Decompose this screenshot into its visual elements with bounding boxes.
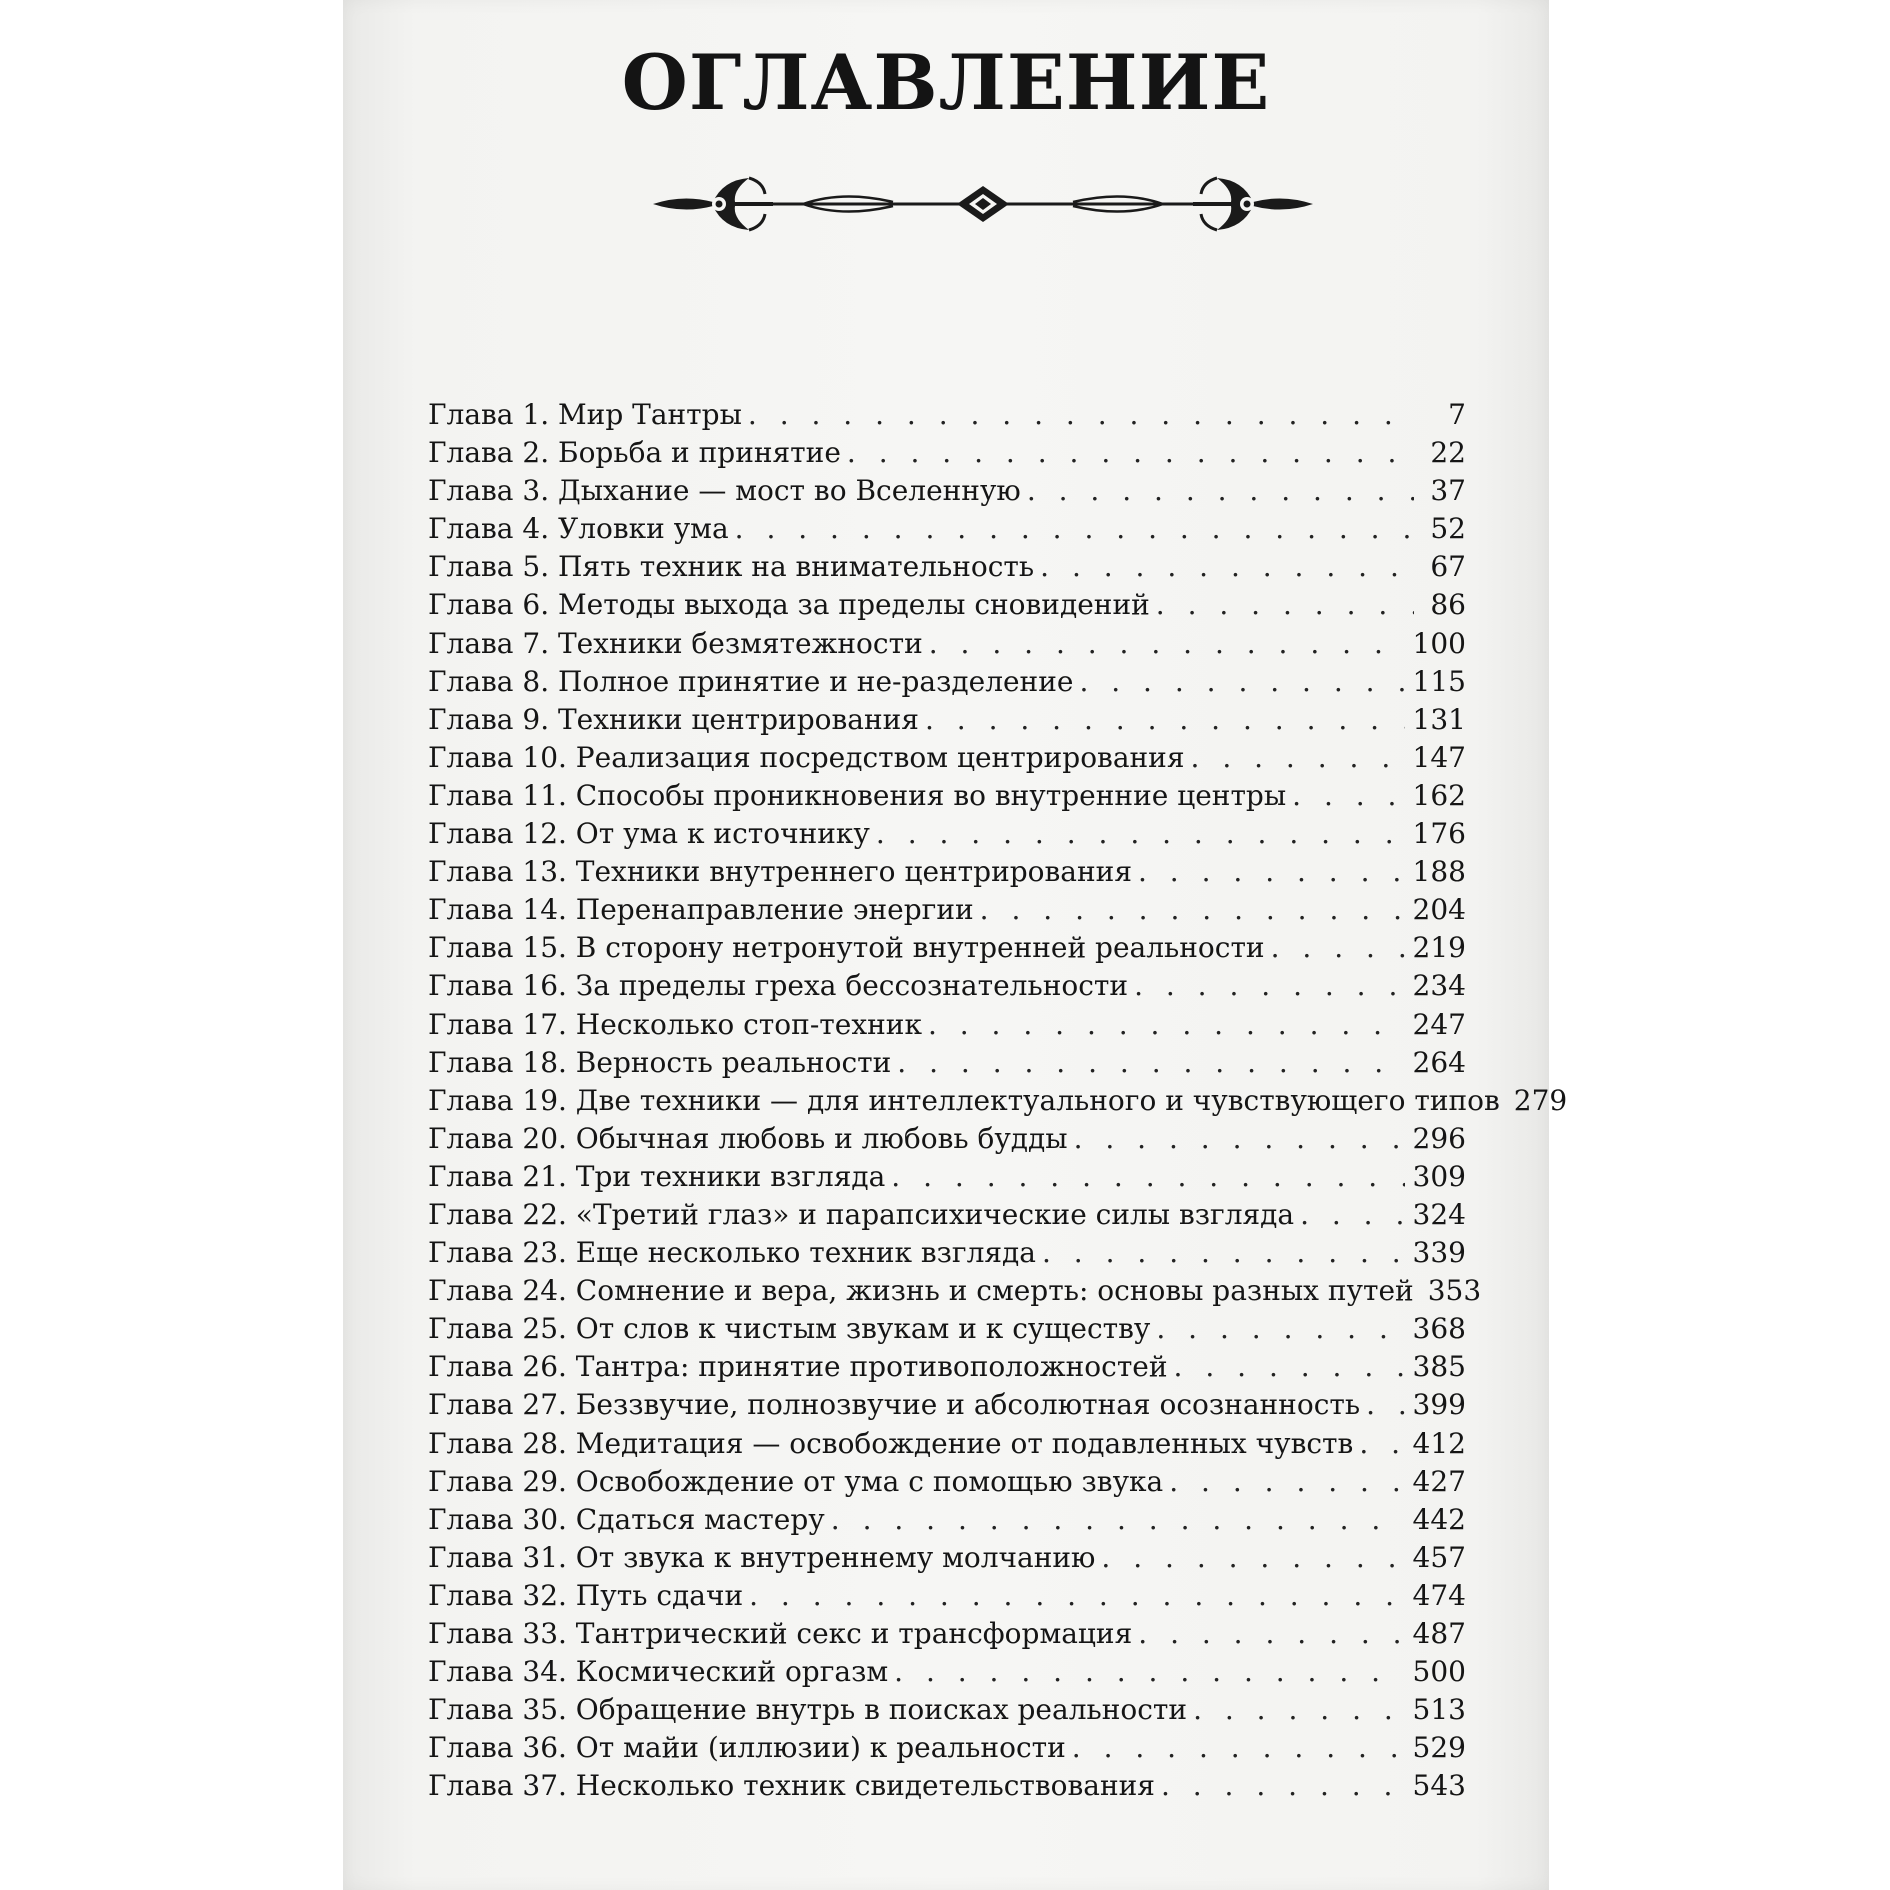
- table-of-contents: [428, 398, 1568, 1807]
- toc-entry-leader-dots: [1036, 1236, 1405, 1269]
- toc-entry-page-number: 67: [1430, 550, 1466, 584]
- toc-entry-leader-dots: [888, 1655, 1404, 1688]
- toc-entry-leader-dots: [891, 1046, 1404, 1079]
- toc-entry-leader-dots: [1168, 1350, 1405, 1383]
- toc-entry-page-number: 176: [1412, 817, 1466, 851]
- toc-entry-leader-dots: [1187, 1693, 1404, 1726]
- toc-entry: [428, 1274, 1482, 1312]
- toc-entry-leader-dots: [1132, 855, 1405, 888]
- toc-entry-label: Глава 26. Тантра: принятие противоположностей: [428, 1350, 1168, 1384]
- toc-entry: [428, 1465, 1466, 1503]
- toc-entry-label: Глава 11. Способы проникновения во внутренние центры: [428, 778, 1287, 812]
- toc-entry-label: Глава 12. От ума к источнику: [428, 817, 870, 851]
- toc-entry-leader-dots: [1155, 1769, 1405, 1802]
- toc-entry: [428, 1731, 1466, 1769]
- toc-entry: [428, 1503, 1466, 1541]
- toc-entry-label: Глава 36. От майи (иллюзии) к реальности: [428, 1731, 1066, 1765]
- toc-entry: [428, 779, 1466, 817]
- toc-entry-label: Глава 28. Медитация — освобождение от подавленных чувств: [428, 1426, 1354, 1460]
- toc-entry: [428, 893, 1466, 931]
- toc-entry: [428, 1579, 1466, 1617]
- divider-ornament-icon: [653, 172, 1313, 236]
- toc-entry-label: Глава 10. Реализация посредством центрирования: [428, 740, 1185, 774]
- toc-entry-leader-dots: [743, 1579, 1404, 1612]
- toc-entry-label: Глава 30. Сдаться мастеру: [428, 1502, 825, 1536]
- toc-entry-page-number: 412: [1412, 1426, 1466, 1460]
- toc-entry: [428, 588, 1466, 626]
- toc-entry-page-number: 309: [1412, 1159, 1466, 1193]
- toc-entry-leader-dots: [1066, 1731, 1405, 1764]
- toc-entry: [428, 855, 1466, 893]
- toc-entry-leader-dots: [1132, 1617, 1404, 1650]
- toc-entry-page-number: 399: [1412, 1388, 1466, 1422]
- toc-entry-leader-dots: [841, 436, 1414, 469]
- toc-entry-label: Глава 18. Верность реальности: [428, 1045, 892, 1079]
- toc-entry-label: Глава 20. Обычная любовь и любовь будды: [428, 1121, 1068, 1155]
- toc-entry: [428, 1350, 1466, 1388]
- toc-entry-page-number: 131: [1412, 702, 1466, 736]
- toc-entry: [428, 1388, 1466, 1426]
- toc-entry-page-number: 513: [1412, 1693, 1466, 1727]
- toc-entry-leader-dots: [1068, 1122, 1405, 1155]
- toc-entry: [428, 741, 1466, 779]
- toc-entry-page-number: 22: [1430, 436, 1466, 470]
- toc-entry-leader-dots: [919, 703, 1405, 736]
- toc-entry-page-number: 162: [1412, 778, 1466, 812]
- toc-entry-label: Глава 29. Освобождение от ума с помощью звука: [428, 1464, 1164, 1498]
- toc-entry: [428, 665, 1466, 703]
- toc-entry-leader-dots: [923, 627, 1405, 660]
- book-page: [343, 0, 1568, 1890]
- toc-entry-leader-dots: [825, 1503, 1405, 1536]
- toc-entry-label: Глава 4. Уловки ума: [428, 512, 729, 546]
- toc-entry-label: Глава 21. Три техники взгляда: [428, 1159, 886, 1193]
- toc-entry: [428, 436, 1466, 474]
- toc-entry-leader-dots: [1185, 741, 1405, 774]
- toc-entry-page-number: 474: [1412, 1578, 1466, 1612]
- toc-entry-label: Глава 33. Тантрический секс и трансформация: [428, 1617, 1133, 1650]
- toc-entry: [428, 1083, 1568, 1122]
- toc-entry-page-number: 296: [1412, 1121, 1466, 1155]
- toc-entry: [428, 1541, 1466, 1579]
- toc-entry-page-number: 385: [1412, 1350, 1466, 1384]
- toc-entry-label: Глава 19. Две техники — для интеллектуального и чувствующего типов: [428, 1083, 1500, 1117]
- toc-entry-label: Глава 1. Мир Тантры: [428, 398, 742, 431]
- toc-entry-page-number: 353: [1427, 1274, 1482, 1308]
- toc-entry-page-number: 37: [1430, 474, 1466, 508]
- toc-entry: [428, 1312, 1466, 1350]
- toc-entry: [428, 817, 1466, 855]
- toc-entry-leader-dots: [1150, 1312, 1404, 1345]
- toc-entry-leader-dots: [870, 817, 1405, 850]
- toc-entry-label: Глава 24. Сомнение и вера, жизнь и смерть: основы разных путей: [428, 1274, 1414, 1308]
- toc-entry-leader-dots: [1265, 931, 1405, 964]
- toc-entry-label: Глава 27. Беззвучие, полнозвучие и абсолютная осознанность: [428, 1388, 1361, 1422]
- toc-entry-page-number: 7: [1448, 398, 1466, 431]
- toc-entry-label: Глава 14. Перенаправление энергии: [428, 893, 974, 927]
- toc-entry-label: Глава 17. Несколько стоп-техник: [428, 1007, 922, 1041]
- toc-entry-leader-dots: [1021, 474, 1414, 507]
- toc-entry-label: Глава 34. Космический оргазм: [428, 1655, 889, 1689]
- toc-entry-label: Глава 8. Полное принятие и не-разделение: [428, 664, 1074, 698]
- toc-entry-label: Глава 35. Обращение внутрь в поисках реальности: [428, 1693, 1188, 1727]
- toc-entry: [428, 1122, 1466, 1160]
- toc-entry-label: Глава 32. Путь сдачи: [428, 1578, 744, 1612]
- toc-entry-label: Глава 3. Дыхание — мост во Вселенную: [428, 474, 1021, 508]
- toc-entry-leader-dots: [1286, 779, 1404, 812]
- toc-entry-leader-dots: [1095, 1541, 1404, 1574]
- toc-entry-page-number: 52: [1430, 512, 1466, 546]
- toc-entry: [428, 1655, 1466, 1693]
- toc-entry-page-number: 427: [1412, 1464, 1466, 1498]
- toc-entry: [428, 1046, 1466, 1084]
- toc-entry-label: Глава 16. За пределы греха бессознательности: [428, 969, 1129, 1003]
- toc-entry: [428, 1160, 1466, 1198]
- toc-entry-page-number: 442: [1412, 1502, 1466, 1536]
- toc-entry: [428, 969, 1466, 1007]
- toc-entry: [428, 474, 1466, 512]
- toc-entry-page-number: 234: [1412, 969, 1466, 1003]
- toc-entry-leader-dots: [1163, 1465, 1404, 1498]
- toc-entry: [428, 931, 1466, 969]
- toc-entry-leader-dots: [922, 1008, 1405, 1041]
- page-title: ОГЛАВЛЕНИЕ: [621, 38, 1271, 127]
- toc-entry-leader-dots: [1353, 1427, 1404, 1460]
- toc-entry-label: Глава 6. Методы выхода за пределы сновидений: [428, 588, 1150, 622]
- toc-entry-label: Глава 13. Техники внутреннего центрирования: [428, 855, 1132, 889]
- toc-entry-page-number: 500: [1412, 1655, 1466, 1689]
- toc-entry-label: Глава 37. Несколько техник свидетельствования: [428, 1769, 1155, 1803]
- toc-entry-leader-dots: [1360, 1388, 1404, 1421]
- toc-entry: [428, 1008, 1466, 1046]
- toc-entry-label: Глава 31. От звука к внутреннему молчанию: [428, 1540, 1096, 1574]
- toc-entry-page-number: 247: [1412, 1007, 1466, 1041]
- toc-entry-page-number: 543: [1412, 1769, 1466, 1803]
- toc-entry-leader-dots: [974, 893, 1405, 926]
- toc-entry-leader-dots: [1073, 665, 1404, 698]
- toc-entry-leader-dots: [1150, 588, 1414, 621]
- toc-entry: [428, 627, 1466, 665]
- toc-entry-page-number: 204: [1412, 893, 1466, 927]
- toc-entry: [428, 1427, 1466, 1465]
- toc-entry-page-number: 147: [1412, 740, 1466, 774]
- toc-entry: [428, 703, 1466, 741]
- toc-entry-page-number: 219: [1412, 931, 1466, 965]
- toc-entry-label: Глава 15. В сторону нетронутой внутренней реальности: [428, 931, 1265, 965]
- toc-entry-page-number: 86: [1430, 588, 1466, 622]
- toc-entry-label: Глава 7. Техники безмятежности: [428, 626, 923, 660]
- toc-entry-page-number: 264: [1412, 1045, 1466, 1079]
- toc-entry-page-number: 100: [1412, 626, 1466, 660]
- toc-entry-page-number: 324: [1412, 1197, 1466, 1231]
- toc-entry-label: Глава 25. От слов к чистым звукам и к существу: [428, 1312, 1151, 1346]
- toc-entry-page-number: 457: [1412, 1540, 1466, 1574]
- toc-entry-label: Глава 23. Еще несколько техник взгляда: [428, 1236, 1036, 1270]
- toc-entry-page-number: 487: [1412, 1617, 1466, 1650]
- toc-entry: [428, 550, 1466, 588]
- toc-entry: [428, 512, 1466, 550]
- toc-entry-label: Глава 5. Пять техник на внимательность: [428, 550, 1035, 584]
- toc-entry-leader-dots: [885, 1160, 1404, 1193]
- toc-entry: [428, 1198, 1466, 1236]
- toc-entry-leader-dots: [1128, 969, 1404, 1002]
- toc-entry-label: Глава 22. «Третий глаз» и парапсихические силы взгляда: [428, 1197, 1295, 1231]
- toc-entry-page-number: 339: [1412, 1236, 1466, 1270]
- toc-entry: [428, 1693, 1466, 1731]
- toc-entry-leader-dots: [1034, 550, 1414, 583]
- toc-entry: [428, 1236, 1466, 1274]
- toc-entry-page-number: 115: [1412, 664, 1466, 698]
- toc-entry-page-number: 529: [1412, 1731, 1466, 1765]
- toc-entry-leader-dots: [742, 398, 1414, 431]
- toc-entry: [428, 398, 1466, 436]
- toc-entry-page-number: 279: [1513, 1083, 1568, 1117]
- toc-entry-page-number: 188: [1412, 855, 1466, 889]
- toc-entry-leader-dots: [1294, 1198, 1404, 1231]
- toc-entry-leader-dots: [729, 512, 1414, 545]
- toc-entry-label: Глава 2. Борьба и принятие: [428, 436, 841, 470]
- toc-entry: [428, 1617, 1466, 1655]
- toc-entry-label: Глава 9. Техники центрирования: [428, 702, 919, 736]
- toc-entry: [428, 1769, 1466, 1807]
- toc-entry-page-number: 368: [1412, 1312, 1466, 1346]
